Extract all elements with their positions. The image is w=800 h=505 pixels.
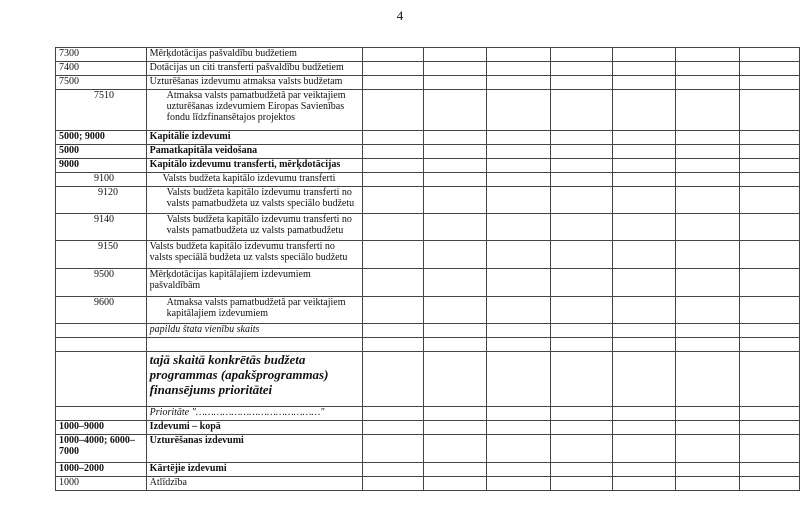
value-cell [550, 269, 613, 297]
value-cell [740, 131, 800, 145]
value-cell [363, 90, 424, 131]
table-row [56, 131, 800, 145]
code-cell: 5000; 9000 [56, 131, 147, 145]
budget-table [55, 47, 800, 491]
table-row [56, 76, 800, 90]
code-cell [56, 338, 147, 352]
value-cell [423, 90, 486, 131]
value-cell [363, 338, 424, 352]
value-cell [363, 269, 424, 297]
code-cell: 9000 [56, 159, 147, 173]
value-cell [740, 435, 800, 463]
code-cell: 7500 [56, 76, 147, 90]
value-cell [613, 76, 676, 90]
value-cell [613, 241, 676, 269]
value-cell [487, 477, 550, 491]
description-cell: Atlīdzība [146, 477, 362, 491]
value-cell [550, 407, 613, 421]
value-cell [423, 352, 486, 407]
value-cell [613, 90, 676, 131]
value-cell [423, 463, 486, 477]
code-cell: 1000 [56, 477, 147, 491]
value-cell [487, 407, 550, 421]
value-cell [675, 145, 740, 159]
value-cell [613, 477, 676, 491]
value-cell [487, 421, 550, 435]
value-cell [740, 338, 800, 352]
value-cell [550, 145, 613, 159]
value-cell [613, 338, 676, 352]
value-cell [550, 435, 613, 463]
value-cell [675, 241, 740, 269]
value-cell [675, 338, 740, 352]
value-cell [423, 62, 486, 76]
code-cell: 5000 [56, 145, 147, 159]
value-cell [613, 297, 676, 324]
code-cell: 9100 [56, 173, 147, 187]
code-cell: 7400 [56, 62, 147, 76]
table-row [56, 145, 800, 159]
value-cell [613, 407, 676, 421]
value-cell [550, 297, 613, 324]
value-cell [550, 131, 613, 145]
value-cell [740, 48, 800, 62]
page-number: 4 [396, 8, 404, 23]
value-cell [487, 173, 550, 187]
value-cell [740, 241, 800, 269]
value-cell [613, 187, 676, 214]
table-row [56, 90, 800, 131]
value-cell [613, 48, 676, 62]
description-cell: Atmaksa valsts pamatbudžetā par veiktajiem kapitālajiem izdevumiem [146, 297, 362, 324]
description-cell: Kapitālo izdevumu transferti, mērķdotācijas [146, 159, 362, 173]
code-cell: 1000–4000; 6000–7000 [56, 435, 147, 463]
value-cell [675, 214, 740, 241]
description-cell: Mērķdotācijas kapitālajiem izdevumiem pašvaldībām [146, 269, 362, 297]
value-cell [487, 187, 550, 214]
value-cell [423, 324, 486, 338]
code-cell [56, 407, 147, 421]
value-cell [487, 352, 550, 407]
table-row [56, 269, 800, 297]
value-cell [363, 214, 424, 241]
value-cell [740, 76, 800, 90]
code-cell: 9150 [56, 241, 147, 269]
description-cell: Valsts budžeta kapitālo izdevumu transferti [146, 173, 362, 187]
value-cell [613, 159, 676, 173]
description-cell: Atmaksa valsts pamatbudžetā par veiktajiem uzturēšanas izdevumiem Eiropas Savienības fondu līdzfinansētajos projektos [146, 90, 362, 131]
value-cell [613, 463, 676, 477]
value-cell [613, 173, 676, 187]
table-row [56, 159, 800, 173]
value-cell [740, 159, 800, 173]
value-cell [423, 187, 486, 214]
value-cell [550, 477, 613, 491]
code-cell: 1000–2000 [56, 463, 147, 477]
value-cell [363, 463, 424, 477]
value-cell [363, 76, 424, 90]
description-cell: Mērķdotācijas pašvaldību budžetiem [146, 48, 362, 62]
value-cell [363, 145, 424, 159]
value-cell [363, 407, 424, 421]
value-cell [487, 269, 550, 297]
value-cell [423, 477, 486, 491]
value-cell [487, 76, 550, 90]
value-cell [487, 90, 550, 131]
value-cell [423, 48, 486, 62]
value-cell [363, 421, 424, 435]
value-cell [740, 62, 800, 76]
value-cell [740, 173, 800, 187]
table-row [56, 477, 800, 491]
value-cell [675, 90, 740, 131]
value-cell [613, 145, 676, 159]
value-cell [363, 352, 424, 407]
value-cell [613, 62, 676, 76]
value-cell [487, 48, 550, 62]
value-cell [740, 90, 800, 131]
value-cell [487, 131, 550, 145]
value-cell [740, 187, 800, 214]
value-cell [363, 297, 424, 324]
value-cell [363, 477, 424, 491]
value-cell [740, 407, 800, 421]
table-row [56, 62, 800, 76]
value-cell [363, 435, 424, 463]
value-cell [740, 297, 800, 324]
value-cell [550, 187, 613, 214]
table-row [56, 297, 800, 324]
table-row [56, 435, 800, 463]
description-cell: Kapitālie izdevumi [146, 131, 362, 145]
value-cell [550, 338, 613, 352]
value-cell [675, 297, 740, 324]
value-cell [613, 131, 676, 145]
code-cell: 9500 [56, 269, 147, 297]
value-cell [487, 145, 550, 159]
value-cell [363, 173, 424, 187]
value-cell [550, 352, 613, 407]
value-cell [423, 214, 486, 241]
value-cell [550, 62, 613, 76]
value-cell [675, 48, 740, 62]
value-cell [675, 62, 740, 76]
value-cell [675, 463, 740, 477]
value-cell [363, 48, 424, 62]
code-cell [56, 324, 147, 338]
value-cell [423, 421, 486, 435]
description-cell: Uzturēšanas izdevumu atmaksa valsts budžetam [146, 76, 362, 90]
value-cell [613, 324, 676, 338]
value-cell [550, 463, 613, 477]
value-cell [487, 62, 550, 76]
value-cell [487, 159, 550, 173]
value-cell [740, 477, 800, 491]
value-cell [423, 297, 486, 324]
table-row [56, 338, 800, 352]
table-row [56, 241, 800, 269]
code-cell: 9140 [56, 214, 147, 241]
code-cell [56, 352, 147, 407]
description-cell: Valsts budžeta kapitālo izdevumu transferti no valsts speciālā budžeta uz valsts speciālo budžetu [146, 241, 362, 269]
value-cell [423, 131, 486, 145]
value-cell [363, 187, 424, 214]
value-cell [675, 159, 740, 173]
table-row [56, 421, 800, 435]
value-cell [675, 352, 740, 407]
description-cell: Valsts budžeta kapitālo izdevumu transferti no valsts pamatbudžeta uz valsts pamatbudžetu [146, 214, 362, 241]
value-cell [550, 173, 613, 187]
value-cell [423, 407, 486, 421]
table-row [56, 407, 800, 421]
description-cell: Uzturēšanas izdevumi [146, 435, 362, 463]
value-cell [613, 435, 676, 463]
code-cell: 9600 [56, 297, 147, 324]
value-cell [550, 48, 613, 62]
value-cell [487, 214, 550, 241]
code-cell: 7510 [56, 90, 147, 131]
code-cell: 7300 [56, 48, 147, 62]
value-cell [613, 269, 676, 297]
value-cell [675, 477, 740, 491]
value-cell [423, 145, 486, 159]
table-row [56, 214, 800, 241]
value-cell [675, 435, 740, 463]
value-cell [423, 435, 486, 463]
value-cell [550, 90, 613, 131]
value-cell [550, 324, 613, 338]
description-cell: Dotācijas un citi transferti pašvaldību budžetiem [146, 62, 362, 76]
value-cell [363, 241, 424, 269]
value-cell [423, 241, 486, 269]
value-cell [550, 214, 613, 241]
code-cell: 1000–9000 [56, 421, 147, 435]
code-cell: 9120 [56, 187, 147, 214]
table-row [56, 463, 800, 477]
value-cell [363, 62, 424, 76]
description-cell: Izdevumi – kopā [146, 421, 362, 435]
value-cell [423, 159, 486, 173]
table-row [56, 173, 800, 187]
value-cell [423, 269, 486, 297]
description-cell: Valsts budžeta kapitālo izdevumu transferti no valsts pamatbudžeta uz valsts speciālo budžetu [146, 187, 362, 214]
value-cell [675, 173, 740, 187]
value-cell [675, 324, 740, 338]
value-cell [487, 324, 550, 338]
value-cell [740, 145, 800, 159]
description-cell: Prioritāte "……………………………………" [146, 407, 362, 421]
table-row [56, 352, 800, 407]
value-cell [363, 324, 424, 338]
description-cell [146, 338, 362, 352]
value-cell [487, 463, 550, 477]
value-cell [675, 76, 740, 90]
value-cell [487, 338, 550, 352]
value-cell [487, 241, 550, 269]
value-cell [423, 76, 486, 90]
table-row [56, 187, 800, 214]
value-cell [550, 159, 613, 173]
value-cell [675, 421, 740, 435]
value-cell [550, 76, 613, 90]
value-cell [613, 352, 676, 407]
value-cell [423, 173, 486, 187]
table-row [56, 48, 800, 62]
description-cell: papildu štata vienību skaits [146, 324, 362, 338]
value-cell [740, 269, 800, 297]
value-cell [613, 421, 676, 435]
value-cell [363, 131, 424, 145]
description-cell: Pamatkapitāla veidošana [146, 145, 362, 159]
value-cell [613, 214, 676, 241]
value-cell [675, 407, 740, 421]
description-cell: Kārtējie izdevumi [146, 463, 362, 477]
value-cell [675, 187, 740, 214]
value-cell [675, 269, 740, 297]
value-cell [550, 241, 613, 269]
value-cell [740, 463, 800, 477]
value-cell [740, 352, 800, 407]
value-cell [740, 324, 800, 338]
value-cell [487, 435, 550, 463]
table-row [56, 324, 800, 338]
value-cell [423, 338, 486, 352]
value-cell [675, 131, 740, 145]
description-cell: tajā skaitā konkrētās budžeta programmas (apakšprogrammas) finansējums prioritātei [146, 352, 362, 407]
value-cell [487, 297, 550, 324]
value-cell [550, 421, 613, 435]
value-cell [363, 159, 424, 173]
value-cell [740, 421, 800, 435]
value-cell [740, 214, 800, 241]
